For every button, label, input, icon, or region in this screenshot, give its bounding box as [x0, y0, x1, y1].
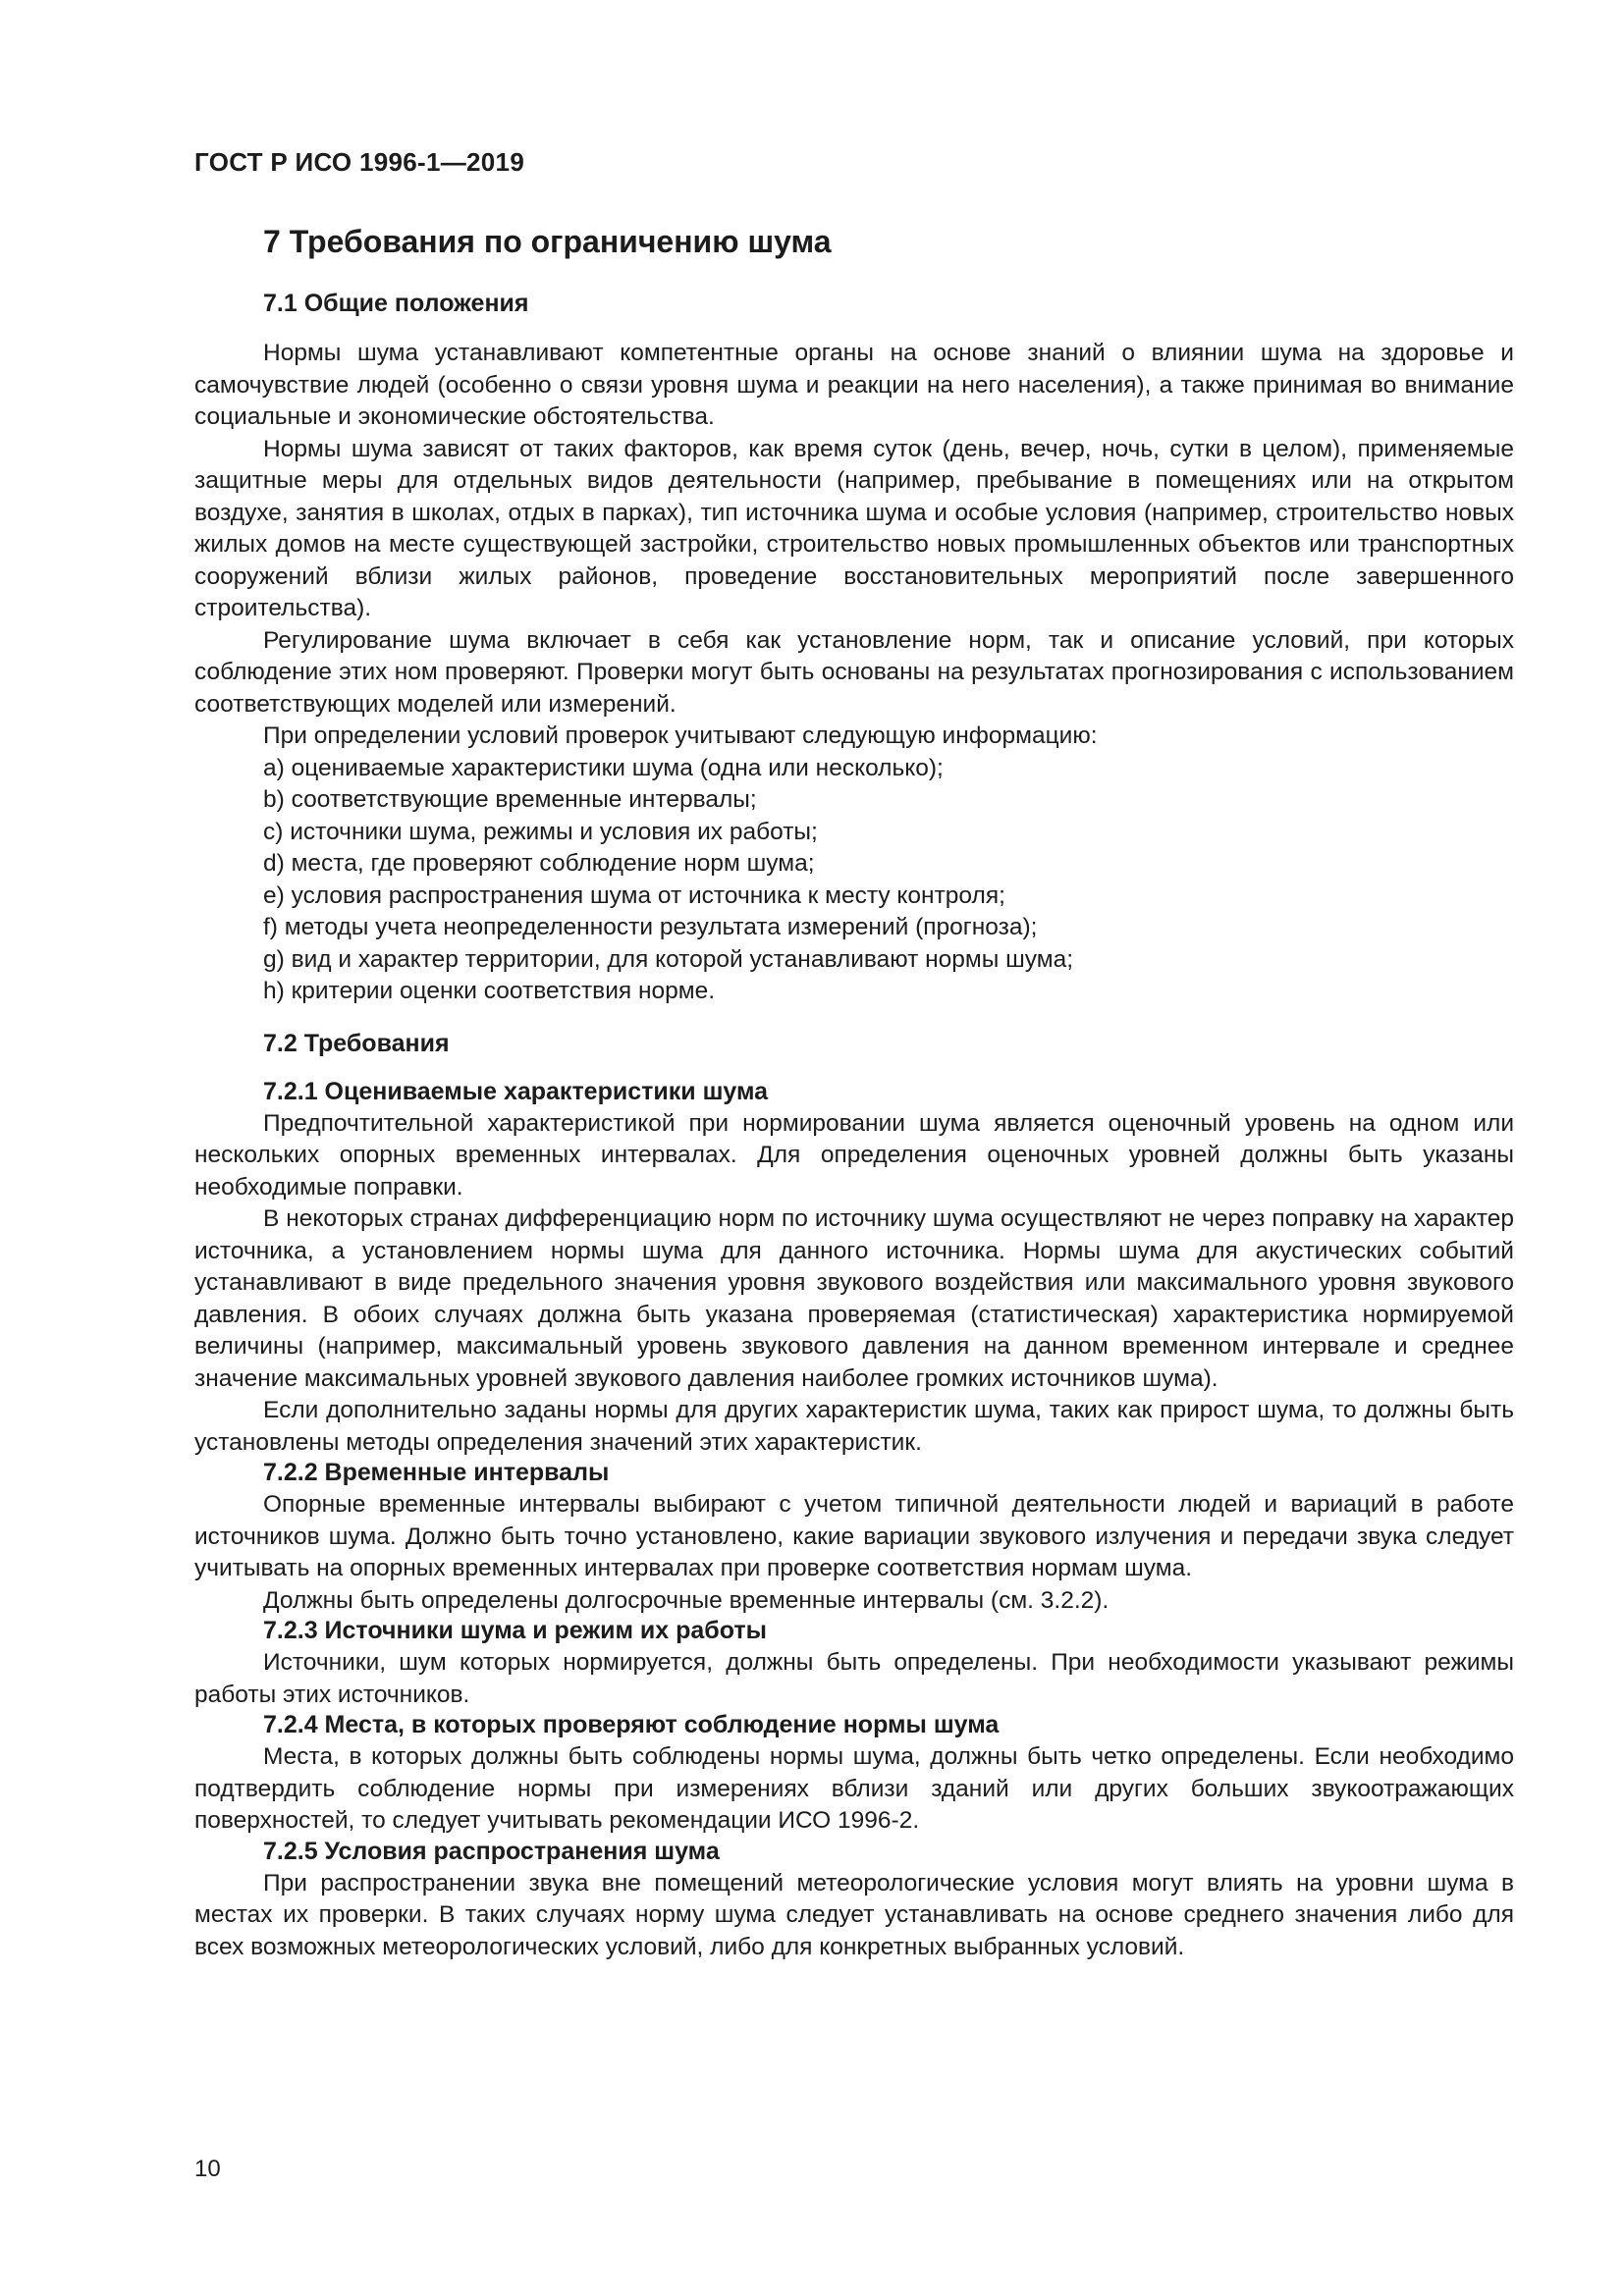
section-7-2-3-heading: 7.2.3 Источники шума и режим их работы: [263, 1617, 767, 1644]
page-number: 10: [194, 2156, 221, 2182]
section-7-2-heading: 7.2 Требования: [263, 1029, 450, 1057]
section-7-2-1-heading: 7.2.1 Оцениваемые характеристики шума: [263, 1077, 769, 1105]
paragraph: При распространении звука вне помещений метеорологические условия могут влиять на уровни шума в местах их проверки. В таких случаях норму шума следует устанавливать на основе среднего значения либо для всех возможных метеорологических условий, либо для конкретных выбранных условий.: [194, 1869, 1514, 1960]
list-item: h) критерии оценки соответствия норме.: [263, 978, 716, 1004]
list-item: d) места, где проверяют соблюдение норм шума;: [263, 850, 815, 877]
paragraph: В некоторых странах дифференциацию норм по источнику шума осуществляют не через поправку на характер источника, а установлением нормы шума для данного источника. Нормы шума для акустических событий устанавливают в виде предельного значения уровня звукового воздействия или максимального уровня звукового давления. В обоих случаях должна быть указана проверяемая (статистическая) характеристика нормируемой величины (например, максимальный уровень звукового давления на данном временном интервале и среднее значение максимальных уровней звукового давления наиболее громких источников шума).: [194, 1205, 1514, 1392]
list-item: g) вид и характер территории, для которой устанавливают нормы шума;: [263, 945, 1074, 973]
page-content: [194, 224, 1514, 1963]
section-7-heading: 7 Требования по ограничению шума: [263, 224, 832, 259]
paragraph: Регулирование шума включает в себя как установление норм, так и описание условий, при которых соблюдение этих ном проверяют. Проверки могут быть основаны на результатах прогнозирования с использованием соответствующих моделей или измерений.: [194, 626, 1514, 718]
paragraph: Места, в которых должны быть соблюдены нормы шума, должны быть четко определены. Если необходимо подтвердить соблюдение нормы при измерениях вблизи зданий или других больших звукоотражающих поверхностей, то следует учитывать рекомендации ИСО 1996-2.: [194, 1743, 1514, 1834]
paragraph: При определении условий проверок учитывают следующую информацию:: [263, 722, 1098, 749]
list-item: e) условия распространения шума от источника к месту контроля;: [263, 881, 1005, 909]
paragraph: Нормы шума устанавливают компетентные органы на основе знаний о влиянии шума на здоровье и самочувствие людей (особенно о связи уровня шума и реакции на него населения), а также принимая во внимание социальные и экономические обстоятельства.: [194, 340, 1514, 430]
paragraph: Опорные временные интервалы выбирают с учетом типичной деятельности людей и вариаций в работе источников шума. Должно быть точно установлено, какие вариации звукового излучения и передачи звука следует учитывать на опорных временных интервалах при проверке соответствия нормам шума.: [194, 1491, 1514, 1581]
list-item: f) методы учета неопределенности результата измерений (прогноза);: [263, 914, 1038, 940]
paragraph: Должны быть определены долгосрочные временные интервалы (см. 3.2.2).: [263, 1586, 1110, 1614]
paragraph: Предпочтительной характеристикой при нормировании шума является оценочный уровень на одном или нескольких опорных временных интервалах. Для определения оценочных уровней должны быть указаны необходимые поправки.: [194, 1109, 1514, 1201]
conditions-list: [194, 753, 1514, 1008]
section-7-1-heading: 7.1 Общие положения: [263, 290, 529, 317]
paragraph: Нормы шума зависят от таких факторов, как время суток (день, вечер, ночь, сутки в целом), применяемые защитные меры для отдельных видов деятельности (например, пребывание в помещениях или на открытом воздухе, занятия в школах, отдых в парках), тип источника шума и особые условия (например, строительство новых жилых домов на месте существующей застройки, строительство новых промышленных объектов или транспортных сооружений вблизи жилых районов, проведение восстановительных мероприятий после завершенного строительства).: [194, 435, 1514, 621]
section-7-2-4-heading: 7.2.4 Места, в которых проверяют соблюдение нормы шума: [263, 1711, 1000, 1738]
paragraph: Источники, шум которых нормируется, должны быть определены. При необходимости указывают режимы работы этих источников.: [194, 1649, 1514, 1708]
list-item: b) соответствующие временные интервалы;: [263, 786, 757, 813]
list-item: c) источники шума, режимы и условия их работы;: [263, 818, 818, 845]
list-item: a) оцениваемые характеристики шума (одна или несколько);: [263, 754, 944, 781]
paragraph: Если дополнительно заданы нормы для других характеристик шума, таких как прирост шума, то должны быть установлены методы определения значений этих характеристик.: [194, 1397, 1514, 1456]
section-7-2-5-heading: 7.2.5 Условия распространения шума: [263, 1837, 720, 1865]
spacer: [194, 1008, 1514, 1030]
document-code: ГОСТ Р ИСО 1996-1—2019: [194, 147, 525, 177]
section-7-2-2-heading: 7.2.2 Временные интервалы: [263, 1459, 610, 1486]
